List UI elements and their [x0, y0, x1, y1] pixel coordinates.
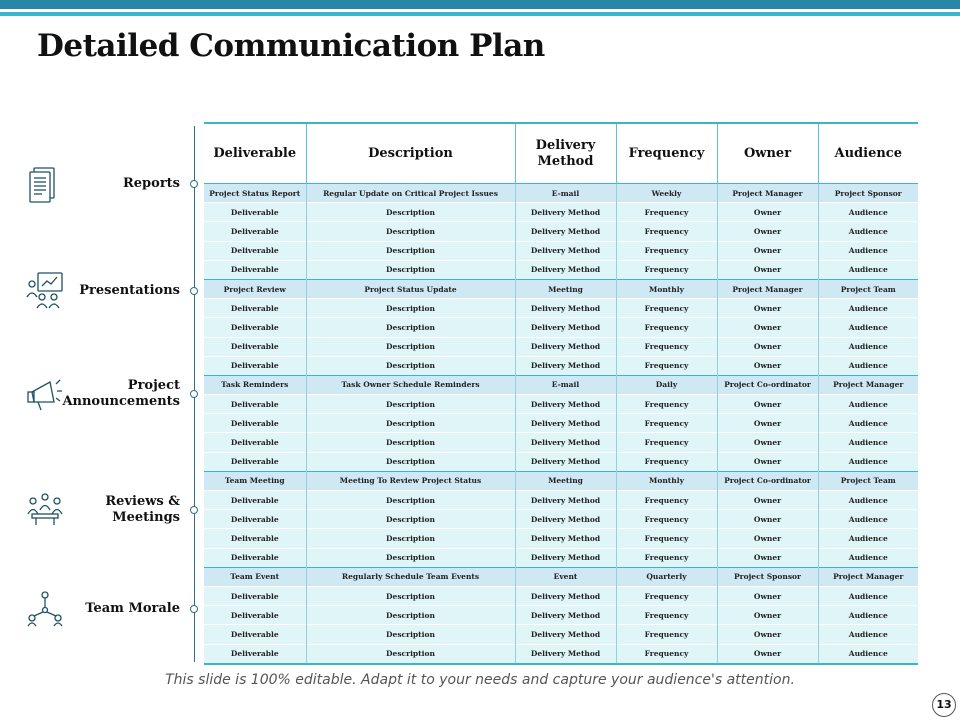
cell-description: Description: [306, 356, 515, 375]
cell-frequency: Frequency: [616, 452, 717, 471]
table-row: [204, 299, 918, 318]
table-row: [204, 395, 918, 414]
cell-frequency: Frequency: [616, 548, 717, 567]
cell-delivery-method: Delivery Method: [515, 606, 616, 625]
cell-owner: Owner: [717, 452, 818, 471]
cell-description: Description: [306, 241, 515, 260]
cell-delivery-method: Delivery Method: [515, 337, 616, 356]
cell-description: Description: [306, 606, 515, 625]
cell-audience: Project Sponsor: [818, 184, 918, 203]
category-team-morale: [85, 601, 180, 617]
report-document-icon: [24, 164, 66, 204]
cell-description: Description: [306, 452, 515, 471]
cell-deliverable: Deliverable: [204, 414, 306, 433]
cell-deliverable: Team Event: [204, 567, 306, 586]
cell-frequency: Frequency: [616, 203, 717, 222]
category-reports: [123, 176, 180, 192]
cell-description: Description: [306, 529, 515, 548]
cell-frequency: Frequency: [616, 433, 717, 452]
cell-owner: Owner: [717, 356, 818, 375]
timeline-dot: [190, 287, 198, 295]
cell-deliverable: Deliverable: [204, 491, 306, 510]
cell-frequency: Frequency: [616, 529, 717, 548]
top-accent-stripe: [0, 12, 960, 16]
table-row-primary: [204, 471, 918, 490]
category-label: Team Morale: [85, 601, 180, 616]
cell-delivery-method: Delivery Method: [515, 625, 616, 644]
table-row: [204, 586, 918, 605]
cell-owner: Project Co-ordinator: [717, 375, 818, 394]
cell-deliverable: Deliverable: [204, 433, 306, 452]
cell-description: Description: [306, 433, 515, 452]
table-row: [204, 452, 918, 471]
cell-owner: Owner: [717, 318, 818, 337]
category-reviews-meetings: [105, 494, 180, 526]
table-row-primary: [204, 375, 918, 394]
cell-owner: Owner: [717, 548, 818, 567]
communication-plan-table: [204, 122, 918, 665]
cell-description: Description: [306, 318, 515, 337]
cell-delivery-method: E-mail: [515, 375, 616, 394]
category-label: Meetings: [112, 510, 180, 525]
table-row: [204, 606, 918, 625]
cell-audience: Project Manager: [818, 375, 918, 394]
cell-audience: Audience: [818, 491, 918, 510]
cell-frequency: Frequency: [616, 414, 717, 433]
table-row: [204, 414, 918, 433]
timeline-dot: [190, 390, 198, 398]
cell-audience: Project Manager: [818, 567, 918, 586]
column-header-frequency: Frequency: [616, 123, 717, 184]
cell-delivery-method: Delivery Method: [515, 414, 616, 433]
category-presentations: [79, 283, 180, 299]
cell-audience: Audience: [818, 203, 918, 222]
cell-deliverable: Deliverable: [204, 606, 306, 625]
cell-audience: Audience: [818, 510, 918, 529]
cell-deliverable: Deliverable: [204, 299, 306, 318]
cell-frequency: Frequency: [616, 395, 717, 414]
cell-owner: Owner: [717, 510, 818, 529]
table-row: [204, 318, 918, 337]
cell-owner: Owner: [717, 606, 818, 625]
cell-owner: Owner: [717, 414, 818, 433]
cell-owner: Owner: [717, 644, 818, 664]
table-row-primary: [204, 184, 918, 203]
category-label: Announcements: [62, 394, 180, 409]
cell-audience: Audience: [818, 299, 918, 318]
cell-description: Description: [306, 586, 515, 605]
top-accent-bar: [0, 0, 960, 9]
cell-delivery-method: Delivery Method: [515, 222, 616, 241]
cell-frequency: Monthly: [616, 471, 717, 490]
cell-description: Description: [306, 337, 515, 356]
table-row: [204, 337, 918, 356]
table-body: [204, 184, 918, 664]
cell-frequency: Daily: [616, 375, 717, 394]
timeline-dot: [190, 605, 198, 613]
slide-title: Detailed Communication Plan: [37, 28, 545, 64]
cell-deliverable: Deliverable: [204, 318, 306, 337]
cell-audience: Audience: [818, 644, 918, 664]
category-label: Reviews &: [105, 494, 180, 509]
cell-frequency: Frequency: [616, 299, 717, 318]
cell-description: Description: [306, 395, 515, 414]
cell-description: Task Owner Schedule Reminders: [306, 375, 515, 394]
cell-description: Description: [306, 491, 515, 510]
cell-delivery-method: Delivery Method: [515, 586, 616, 605]
cell-owner: Owner: [717, 433, 818, 452]
category-label: Presentations: [79, 283, 180, 298]
cell-frequency: Frequency: [616, 241, 717, 260]
cell-owner: Owner: [717, 337, 818, 356]
cell-deliverable: Task Reminders: [204, 375, 306, 394]
table-row: [204, 356, 918, 375]
timeline-dot: [190, 506, 198, 514]
cell-owner: Project Sponsor: [717, 567, 818, 586]
cell-deliverable: Deliverable: [204, 260, 306, 279]
cell-frequency: Frequency: [616, 356, 717, 375]
cell-owner: Owner: [717, 299, 818, 318]
cell-deliverable: Deliverable: [204, 510, 306, 529]
table-row: [204, 433, 918, 452]
cell-description: Description: [306, 625, 515, 644]
cell-owner: Owner: [717, 625, 818, 644]
table-row: [204, 644, 918, 664]
meeting-table-icon: [24, 488, 66, 528]
category-label: Project: [127, 378, 180, 393]
cell-frequency: Frequency: [616, 222, 717, 241]
table-header-row: [204, 123, 918, 184]
cell-deliverable: Deliverable: [204, 356, 306, 375]
megaphone-icon: [24, 374, 66, 414]
cell-owner: Owner: [717, 260, 818, 279]
cell-deliverable: Deliverable: [204, 337, 306, 356]
cell-frequency: Weekly: [616, 184, 717, 203]
cell-delivery-method: Delivery Method: [515, 203, 616, 222]
cell-description: Description: [306, 414, 515, 433]
table-row: [204, 260, 918, 279]
cell-delivery-method: Delivery Method: [515, 356, 616, 375]
cell-deliverable: Project Review: [204, 279, 306, 298]
column-header-audience: Audience: [818, 123, 918, 184]
cell-audience: Audience: [818, 433, 918, 452]
table-row: [204, 491, 918, 510]
category-project-announcements: [62, 378, 180, 410]
cell-description: Description: [306, 548, 515, 567]
cell-delivery-method: Delivery Method: [515, 491, 616, 510]
cell-audience: Audience: [818, 318, 918, 337]
cell-owner: Owner: [717, 491, 818, 510]
cell-delivery-method: Delivery Method: [515, 510, 616, 529]
cell-deliverable: Deliverable: [204, 395, 306, 414]
cell-audience: Audience: [818, 606, 918, 625]
table-row: [204, 510, 918, 529]
cell-deliverable: Deliverable: [204, 548, 306, 567]
cell-audience: Audience: [818, 260, 918, 279]
cell-frequency: Frequency: [616, 337, 717, 356]
cell-owner: Project Co-ordinator: [717, 471, 818, 490]
cell-deliverable: Team Meeting: [204, 471, 306, 490]
cell-frequency: Quarterly: [616, 567, 717, 586]
cell-delivery-method: Delivery Method: [515, 395, 616, 414]
cell-audience: Audience: [818, 586, 918, 605]
cell-delivery-method: Delivery Method: [515, 241, 616, 260]
cell-audience: Project Team: [818, 279, 918, 298]
page-number-badge: 13: [932, 693, 956, 717]
presentation-board-icon: [24, 270, 66, 310]
cell-owner: Owner: [717, 586, 818, 605]
cell-owner: Project Manager: [717, 279, 818, 298]
cell-deliverable: Deliverable: [204, 529, 306, 548]
cell-delivery-method: Delivery Method: [515, 452, 616, 471]
cell-delivery-method: Delivery Method: [515, 548, 616, 567]
column-header-delivery-method-label: Delivery Method: [535, 137, 596, 169]
cell-deliverable: Deliverable: [204, 625, 306, 644]
cell-owner: Owner: [717, 529, 818, 548]
cell-delivery-method: Delivery Method: [515, 433, 616, 452]
cell-delivery-method: Event: [515, 567, 616, 586]
column-header-delivery-method: [515, 123, 616, 184]
cell-frequency: Frequency: [616, 644, 717, 664]
cell-deliverable: Project Status Report: [204, 184, 306, 203]
table-row: [204, 203, 918, 222]
cell-frequency: Frequency: [616, 491, 717, 510]
cell-frequency: Frequency: [616, 606, 717, 625]
cell-audience: Audience: [818, 356, 918, 375]
cell-owner: Owner: [717, 222, 818, 241]
cell-delivery-method: Delivery Method: [515, 299, 616, 318]
table-row: [204, 222, 918, 241]
cell-delivery-method: Delivery Method: [515, 644, 616, 664]
cell-description: Description: [306, 260, 515, 279]
cell-description: Description: [306, 222, 515, 241]
table-row-primary: [204, 279, 918, 298]
cell-frequency: Monthly: [616, 279, 717, 298]
cell-frequency: Frequency: [616, 260, 717, 279]
cell-deliverable: Deliverable: [204, 203, 306, 222]
cell-delivery-method: Meeting: [515, 471, 616, 490]
cell-owner: Owner: [717, 395, 818, 414]
cell-description: Description: [306, 644, 515, 664]
cell-delivery-method: Delivery Method: [515, 260, 616, 279]
table-row: [204, 548, 918, 567]
cell-description: Description: [306, 203, 515, 222]
cell-owner: Owner: [717, 241, 818, 260]
cell-description: Project Status Update: [306, 279, 515, 298]
cell-audience: Audience: [818, 414, 918, 433]
cell-audience: Audience: [818, 548, 918, 567]
cell-audience: Audience: [818, 625, 918, 644]
table-row: [204, 241, 918, 260]
cell-audience: Audience: [818, 222, 918, 241]
cell-description: Regularly Schedule Team Events: [306, 567, 515, 586]
cell-frequency: Frequency: [616, 625, 717, 644]
cell-delivery-method: Delivery Method: [515, 529, 616, 548]
cell-description: Description: [306, 299, 515, 318]
cell-audience: Project Team: [818, 471, 918, 490]
cell-audience: Audience: [818, 395, 918, 414]
column-header-deliverable: Deliverable: [204, 123, 306, 184]
cell-audience: Audience: [818, 337, 918, 356]
cell-audience: Audience: [818, 529, 918, 548]
cell-frequency: Frequency: [616, 318, 717, 337]
cell-delivery-method: E-mail: [515, 184, 616, 203]
table-row: [204, 529, 918, 548]
timeline-dot: [190, 180, 198, 188]
column-header-description: Description: [306, 123, 515, 184]
cell-owner: Owner: [717, 203, 818, 222]
table-row: [204, 625, 918, 644]
cell-deliverable: Deliverable: [204, 586, 306, 605]
cell-frequency: Frequency: [616, 586, 717, 605]
cell-delivery-method: Meeting: [515, 279, 616, 298]
cell-owner: Project Manager: [717, 184, 818, 203]
cell-delivery-method: Delivery Method: [515, 318, 616, 337]
cell-deliverable: Deliverable: [204, 452, 306, 471]
cell-description: Regular Update on Critical Project Issues: [306, 184, 515, 203]
cell-audience: Audience: [818, 452, 918, 471]
team-network-icon: [24, 588, 66, 628]
cell-frequency: Frequency: [616, 510, 717, 529]
cell-description: Meeting To Review Project Status: [306, 471, 515, 490]
cell-audience: Audience: [818, 241, 918, 260]
column-header-owner: Owner: [717, 123, 818, 184]
cell-deliverable: Deliverable: [204, 222, 306, 241]
table-row-primary: [204, 567, 918, 586]
cell-description: Description: [306, 510, 515, 529]
category-label: Reports: [122, 176, 180, 191]
footer-note: This slide is 100% editable. Adapt it to your needs and capture your audience's attention.: [165, 672, 795, 688]
cell-deliverable: Deliverable: [204, 644, 306, 664]
cell-deliverable: Deliverable: [204, 241, 306, 260]
